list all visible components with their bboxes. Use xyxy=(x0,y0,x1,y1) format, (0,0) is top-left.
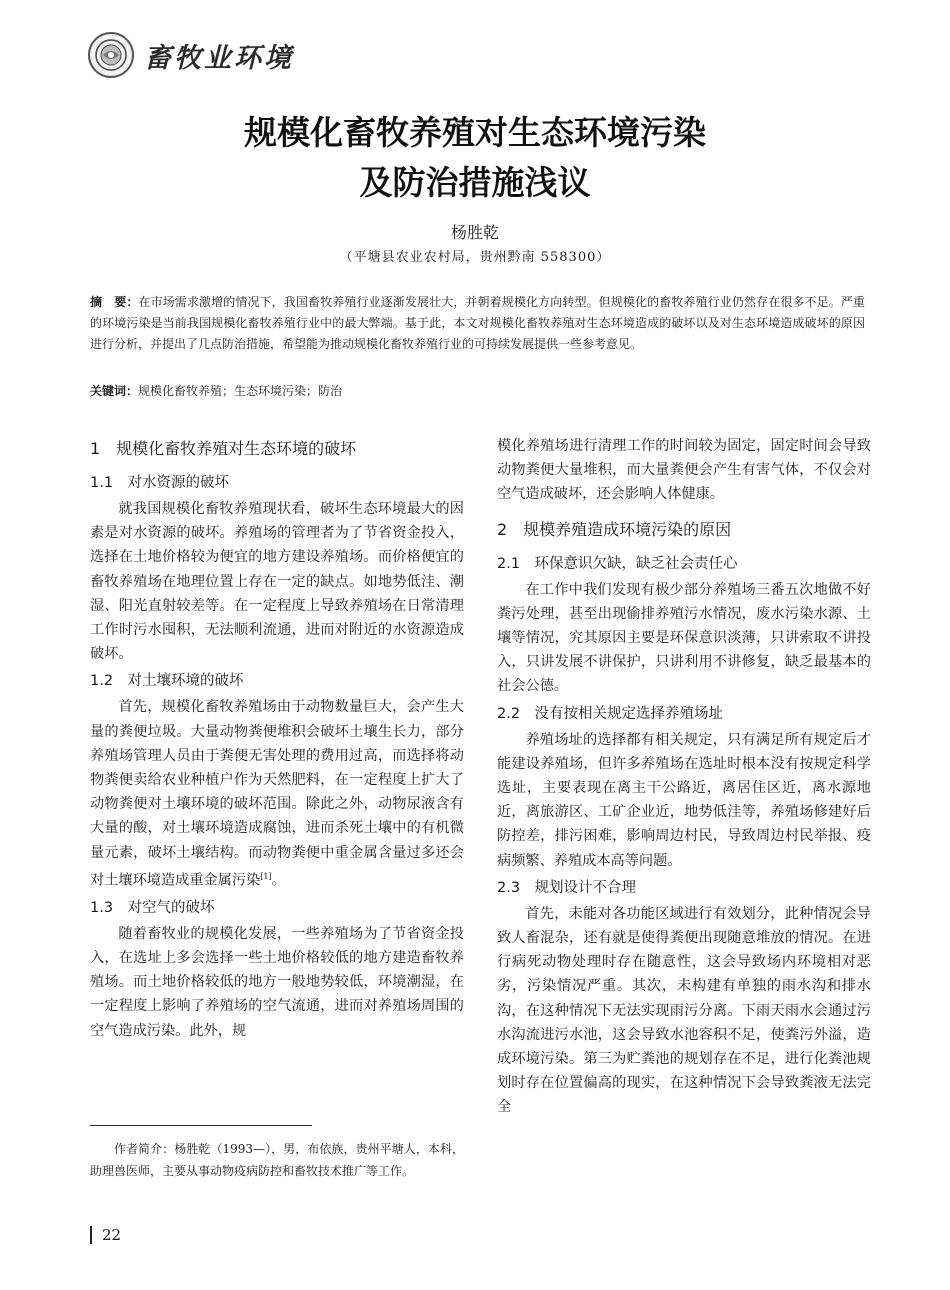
abstract-text: 在市场需求激增的情况下，我国畜牧养殖行业逐渐发展壮大，并朝着规模化方向转型。但规模化的畜牧养殖行业仍然存在很多不足。严重的环境污染是当前我国规模化畜牧养殖行业中的最大弊端。基于此，本文对规模化畜牧养殖对生态环境造成的破坏以及对生态环境造成破坏的原因进行分析，并提出了几点防治措施，希望能为推动规模化畜牧养殖行业的可持续发展提供一些参考意见。 xyxy=(90,295,865,351)
section-heading-1: 1 规模化畜牧养殖对生态环境的破坏 xyxy=(90,439,357,458)
paragraph-2-2: 养殖场址的选择都有相关规定，只有满足所有规定后才能建设养殖场，但许多养殖场在选址时根本没有按规定科学选址，主要表现在离主干公路近，离居住区近，离水源地近，离旅游区、工矿企业近，地势低洼等，养殖场修建好后防控差，排污困难，影响周边村民，导致周边村民举报、疫病频繁、养殖成本高等问题。 xyxy=(497,731,871,869)
journal-emblem-icon xyxy=(88,32,134,78)
paragraph-1-2-end: 。 xyxy=(271,872,286,889)
subsection-heading-2-2: 2.2 没有按相关规定选择养殖场址 xyxy=(497,705,724,722)
paragraph-2-1: 在工作中我们发现有极少部分养殖场三番五次地做不好粪污处理，甚至出现偷排养殖污水情况，废水污染水源、土壤等情况，究其原因主要是环保意识淡薄，只讲索取不讲投入，只讲发展不讲保护，只讲利用不讲修复，缺乏最基本的社会公德。 xyxy=(497,581,871,695)
abstract-label: 摘 要： xyxy=(90,295,139,309)
paragraph-1-2-text: 首先，规模化畜牧养殖场由于动物数量巨大，会产生大量的粪便垃圾。大量动物粪便堆积会破坏土壤生长力，部分养殖场管理人员由于粪便无害处理的费用过高，而选择将动物粪便卖给农业种植户作为天然肥料，在一定程度上扩大了动物粪便对土壤环境的破坏范围。除此之外，动物尿液含有大量的酸，对土壤环境造成腐蚀，进而杀死土壤中的有机微量元素，破坏土壤结构。而动物粪便中重金属含量过多还会对土壤环境造成重金属污染 xyxy=(90,699,464,889)
page-number: 22 xyxy=(90,1226,121,1244)
author-footnote: 作者简介：杨胜乾（1993—），男，布依族，贵州平塘人，本科，助理兽医师，主要从事动物疫病防控和畜牧技术推广等工作。 xyxy=(90,1142,464,1178)
author: 杨胜乾 xyxy=(450,223,499,242)
left-column xyxy=(90,436,464,1046)
paragraph-continued: 模化养殖场进行清理工作的时间较为固定，固定时间会导致动物粪便大量堆积，而大量粪便会产生有害气体，不仅会对空气造成破坏，还会影响人体健康。 xyxy=(497,438,871,503)
subsection-heading-1-2: 1.2 对土壤环境的破坏 xyxy=(90,673,244,690)
title-line: 及防治措施浅议 xyxy=(359,163,591,202)
section-heading-2: 2 规模养殖造成环境污染的原因 xyxy=(497,519,732,539)
subsection-heading-2-1: 2.1 环保意识欠缺，缺乏社会责任心 xyxy=(497,555,738,572)
footnote-divider xyxy=(90,1125,312,1126)
journal-name: 畜牧业环境 xyxy=(144,42,294,74)
subsection-heading-2-3: 2.3 规划设计不合理 xyxy=(497,879,637,896)
subsection-heading-1-1: 1.1 对水资源的破坏 xyxy=(90,475,230,491)
affiliation: （平塘县农业农村局，贵州黔南 558300） xyxy=(339,250,611,265)
paragraph-1-3: 随着畜牧业的规模化发展，一些养殖场为了节省资金投入，在选址上多会选择一些土地价格较低的地方建造畜牧养殖场。而土地价格较低的地方一般地势较低，环境潮湿，在一定程度上影响了养殖场的空气流通，进而对养殖场周围的空气造成污染。此外，规 xyxy=(90,925,464,1039)
title-line: 规模化畜牧养殖对生态环境污染 xyxy=(244,113,706,152)
paragraph-1-2 xyxy=(90,695,464,892)
citation-ref[interactable]: [1] xyxy=(260,871,272,881)
paragraph-1-1: 就我国规模化畜牧养殖现状看，破坏生态环境最大的因素是对水资源的破坏。养殖场的管理者为了节省资金投入，选择在土地价格较为便宜的地方建设养殖场。而价格便宜的畜牧养殖场在地理位置上存在一定的缺点。如地势低洼、潮湿、阳光直射较差等。在一定程度上导致养殖场在日常清理工作时污水囤积，无法顺利流通，进而对附近的水资源造成破坏。 xyxy=(90,501,464,663)
subsection-heading-1-3: 1.3 对空气的破坏 xyxy=(90,899,215,916)
keywords-text: 规模化畜牧养殖；生态环境污染；防治 xyxy=(138,384,343,398)
keywords xyxy=(90,382,865,400)
journal-header xyxy=(88,30,294,80)
paper-title xyxy=(0,108,950,208)
abstract xyxy=(90,292,865,355)
right-column xyxy=(497,434,871,1123)
keywords-label: 关键词： xyxy=(90,384,139,398)
paragraph-2-3: 首先，未能对各功能区域进行有效划分，此种情况会导致人畜混杂，还有就是使得粪便出现随意堆放的情况。在进行病死动物处理时存在随意性，这会导致场内环境相对恶劣，污染情况严重。其次，未构建有单独的雨水沟和排水沟，在这种情况下无法实现雨污分离。下雨天雨水会通过污水沟流进污水池，这会导致水池容积不足，使粪污外溢，造成环境污染。第三为贮粪池的规划存在不足，进行化粪池规划时存在位置偏高的现实，在这种情况下会导致粪液无法完全 xyxy=(497,905,871,1116)
